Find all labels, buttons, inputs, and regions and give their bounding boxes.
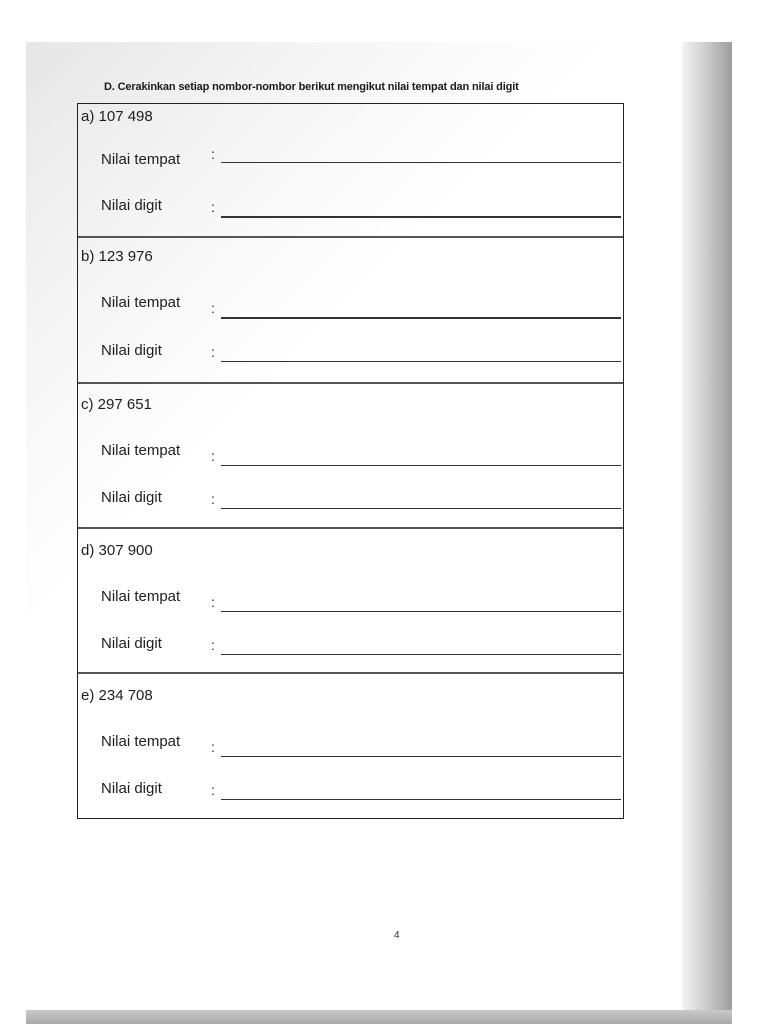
digit-value-label: Nilai digit: [101, 197, 162, 214]
question-number: d) 307 900: [81, 542, 153, 559]
digit-value-row: [78, 635, 623, 659]
place-value-row: [78, 294, 623, 318]
place-value-row: [78, 733, 623, 757]
place-value-row: [78, 442, 623, 466]
place-value-answer-line[interactable]: [221, 162, 621, 163]
question-number: b) 123 976: [81, 248, 153, 265]
question-c: [78, 384, 623, 529]
question-number: c) 297 651: [81, 396, 152, 413]
colon: :: [211, 739, 215, 755]
digit-value-answer-line[interactable]: [221, 508, 621, 509]
place-value-row: [78, 588, 623, 612]
colon: :: [211, 344, 215, 360]
page-number: 4: [394, 930, 400, 941]
colon: :: [211, 782, 215, 798]
digit-value-label: Nilai digit: [101, 635, 162, 652]
digit-value-row: [78, 780, 623, 804]
digit-value-label: Nilai digit: [101, 489, 162, 506]
digit-value-row: [78, 197, 623, 221]
colon: :: [211, 491, 215, 507]
colon: :: [211, 637, 215, 653]
question-a: [78, 104, 623, 238]
place-value-label: Nilai tempat: [101, 151, 181, 168]
page-edge-shadow-bottom: [26, 1010, 732, 1024]
place-value-label: Nilai tempat: [101, 442, 181, 459]
exercise-box: [77, 103, 624, 819]
colon: :: [211, 594, 215, 610]
digit-value-answer-line[interactable]: [221, 654, 621, 655]
place-value-answer-line[interactable]: [221, 611, 621, 612]
question-number: a) 107 498: [81, 108, 153, 125]
question-d: [78, 529, 623, 674]
digit-value-row: [78, 489, 623, 513]
page-edge-shadow-right: [682, 42, 732, 1012]
place-value-answer-line[interactable]: [221, 465, 621, 466]
exercise-heading: D. Cerakinkan setiap nombor-nombor berikut mengikut nilai tempat dan nilai digit: [104, 81, 519, 93]
question-e: [78, 674, 623, 818]
place-value-label: Nilai tempat: [101, 588, 181, 605]
colon: :: [211, 199, 215, 215]
place-value-answer-line[interactable]: [221, 756, 621, 757]
colon: :: [211, 448, 215, 464]
question-b: [78, 238, 623, 384]
digit-value-answer-line[interactable]: [221, 799, 621, 800]
digit-value-answer-line[interactable]: [221, 216, 621, 218]
colon: :: [211, 146, 215, 162]
place-value-label: Nilai tempat: [101, 733, 181, 750]
digit-value-label: Nilai digit: [101, 342, 162, 359]
digit-value-row: [78, 342, 623, 366]
question-number: e) 234 708: [81, 687, 153, 704]
place-value-answer-line[interactable]: [221, 317, 621, 319]
place-value-row: [78, 146, 623, 175]
digit-value-answer-line[interactable]: [221, 361, 621, 362]
colon: :: [211, 300, 215, 316]
place-value-label: Nilai tempat: [101, 294, 181, 311]
digit-value-label: Nilai digit: [101, 780, 162, 797]
